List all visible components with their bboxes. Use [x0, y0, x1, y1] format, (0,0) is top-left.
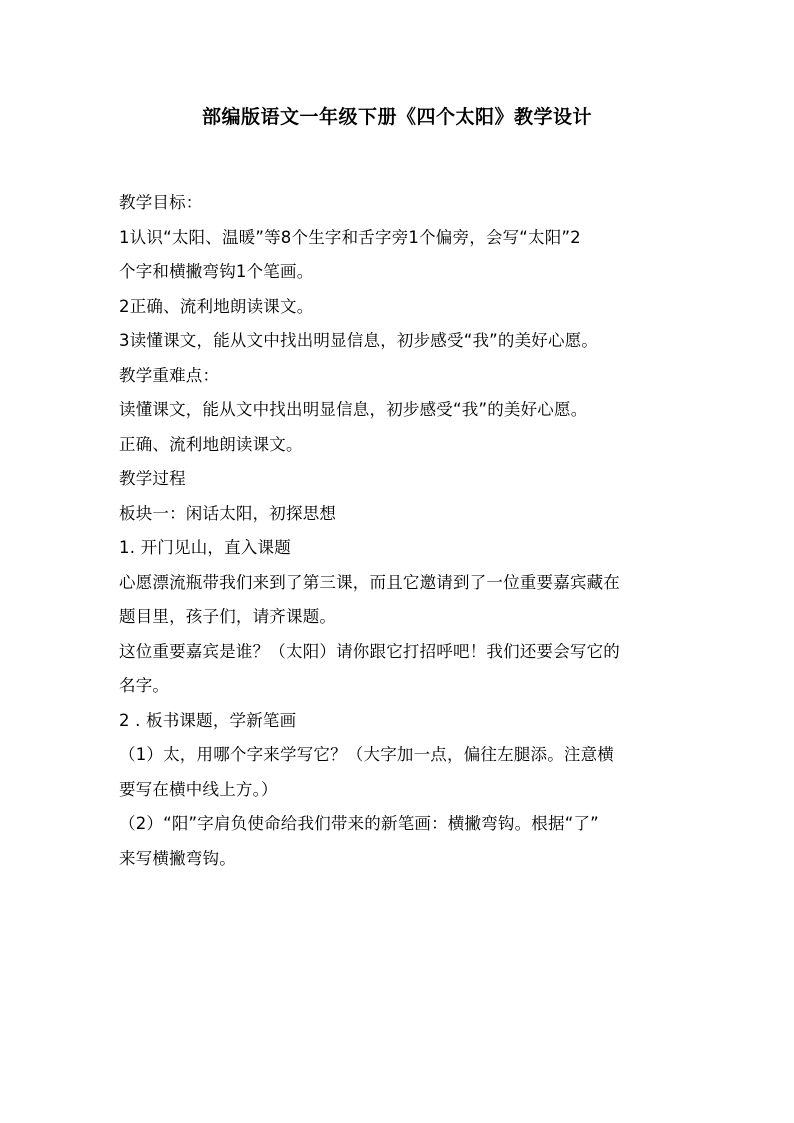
- step-2-item-1-line-2: 要写在横中线上方。）: [119, 779, 278, 799]
- step-1-paragraph-1-line-2: 题目里，孩子们，请齐课题。: [119, 607, 337, 626]
- step-2-item-1-line-1: （1）太，用哪个字来学写它？（大字加一点，偏往左腿添。注意横: [119, 745, 614, 764]
- objective-1-line-2: 个字和横撇弯钩1个笔画。: [119, 262, 314, 281]
- step-2-heading: 2 . 板书课题，学新笔画: [119, 710, 297, 730]
- objective-1-line-1: 1认识“太阳、温暖”等8个生字和舌字旁1个偏旁，会写“太阳”2: [119, 227, 581, 247]
- objective-2: 2正确、流利地朗读课文。: [119, 296, 314, 316]
- step-2-item-2-line-1: （2）“阳”字肩负使命给我们带来的新笔画：横撇弯钩。根据“了”: [119, 814, 599, 833]
- key-point-2: 正确、流利地朗读课文。: [119, 434, 303, 454]
- section-heading-objectives: 教学目标：: [119, 193, 203, 212]
- step-1-paragraph-2-line-2: 名字。: [119, 676, 170, 695]
- key-point-1: 读懂课文，能从文中找出明显信息，初步感受“我”的美好心愿。: [119, 400, 588, 419]
- document-body: [119, 186, 679, 876]
- section-heading-key-points: 教学重难点：: [119, 365, 220, 385]
- block-1-heading: 板块一：闲话太阳，初探思想: [119, 503, 337, 523]
- step-2-item-2-line-2: 来写横撇弯钩。: [119, 848, 236, 868]
- objective-3: 3读懂课文，能从文中找出明显信息，初步感受“我”的美好心愿。: [119, 331, 599, 350]
- step-1-paragraph-1-line-1: 心愿漂流瓶带我们来到了第三课，而且它邀请到了一位重要嘉宾藏在: [119, 572, 620, 592]
- section-heading-process: 教学过程: [119, 469, 186, 488]
- step-1-heading: 1. 开门见山，直入课题: [119, 538, 291, 557]
- step-1-paragraph-2-line-1: 这位重要嘉宾是谁？（太阳）请你跟它打招呼吧！我们还要会写它的: [119, 641, 620, 661]
- document-title: 部编版语文一年级下册《四个太阳》教学设计: [201, 106, 592, 128]
